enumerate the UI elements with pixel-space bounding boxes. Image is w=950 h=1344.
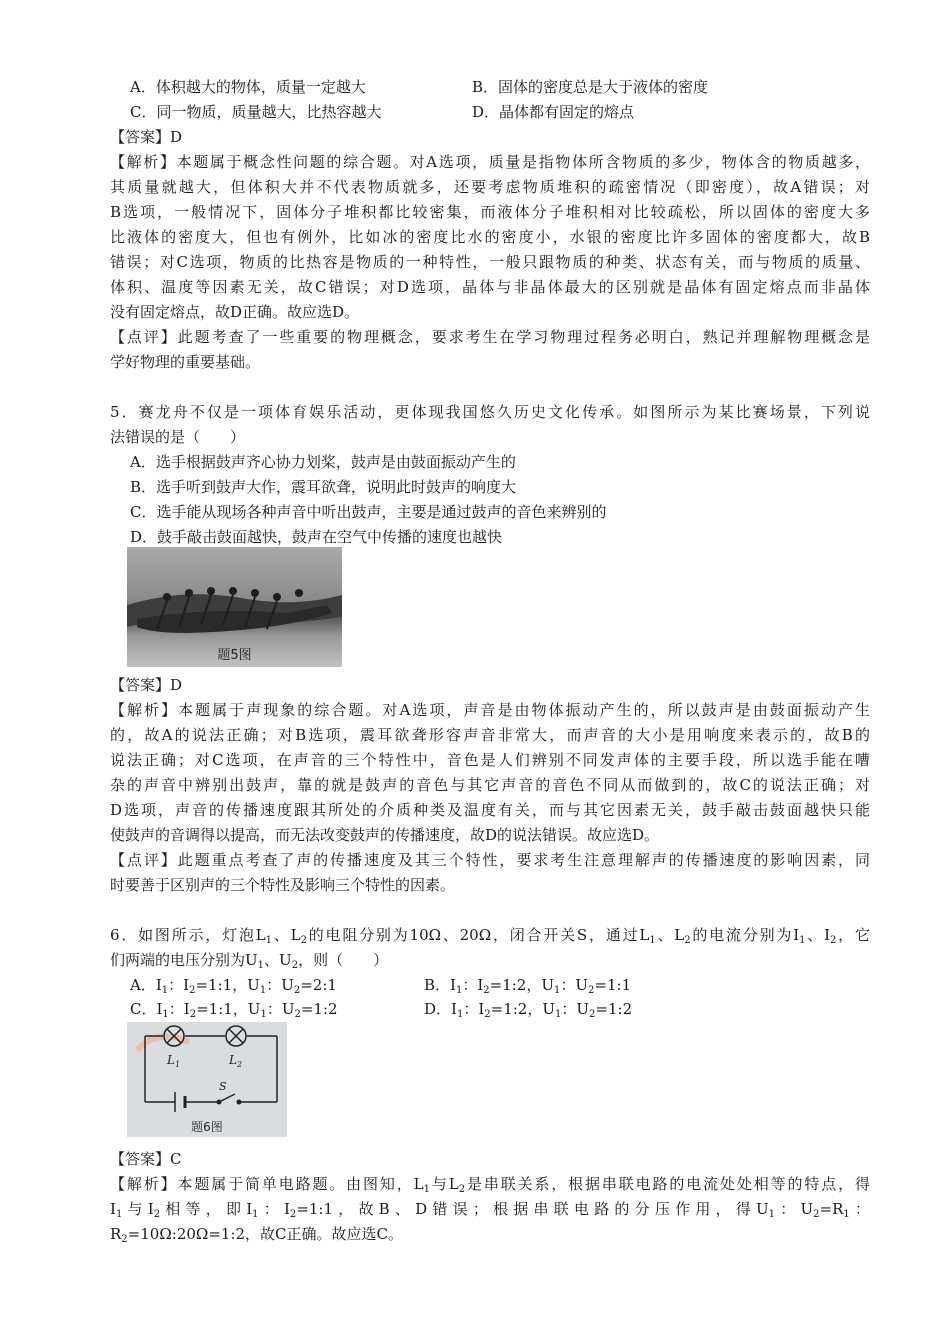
q5-option-b: B．选手听到鼓声大作，震耳欲聋，说明此时鼓声的响度大 <box>130 478 517 496</box>
q4-analysis-line: 其质量就越大，但体积大并不代表物质就多，还要考虑物质堆积的疏密情况（即密度），故A错误；对 <box>110 178 870 196</box>
q6-figure-caption: 题6图 <box>191 1120 223 1134</box>
q6-option-c: C．$I_1$：$I_2=1:1$，$U_1$：$U_2=1:2$ <box>130 1000 338 1020</box>
dragon-boat-photo <box>127 547 342 667</box>
q5-option-c: C．选手能从现场各种声音中听出鼓声，主要是通过鼓声的音色来辨别的 <box>130 503 607 521</box>
q6-option-b: B．$I_1$：$I_2=1:2$，$U_1$：$U_2=1:1$ <box>424 976 632 996</box>
q4-analysis-line: 体积、温度等因素无关，故C错误；对D选项，晶体与非晶体最大的区别就是晶体有固定熔点而非晶体 <box>110 278 870 296</box>
q5-figure-caption: 题5图 <box>217 648 252 663</box>
q6-analysis-line: 【解析】本题属于简单电路题。由图知，$L_1$与$L_2$是串联关系，根据串联电路的电流处处相等的特点，得 <box>110 1175 870 1195</box>
q4-analysis-line: 【解析】本题属于概念性问题的综合题。对A选项，质量是指物体所含物质的多少，物体含的物质越多， <box>110 153 870 171</box>
circuit-diagram <box>127 1022 287 1137</box>
q5-option-d: D．鼓手敲击鼓面越快，鼓声在空气中传播的速度也越快 <box>130 528 503 546</box>
q4-analysis-line: 比液体的密度大，但也有例外，比如冰的密度比水的密度小，水银的密度比许多固体的密度都大，故B <box>110 228 870 246</box>
q5-stem-line: 法错误的是（ ） <box>110 428 246 446</box>
q5-comment-line: 【点评】此题重点考查了声的传播速度及其三个特性，要求考生注意理解声的传播速度的影响因素，同 <box>110 851 870 869</box>
q6-stem-line: 6．如图所示，灯泡$L_1$、$L_2$的电阻分别为10Ω、20Ω，闭合开关S，通过$L_1$、$L_2$的电流分别为$I_1$、$I_2$，它 <box>110 926 870 946</box>
q6-analysis-line: $R_2=10\Omega:20\Omega=1:2$，故C正确。故应选C。 <box>110 1225 404 1245</box>
q4-comment-line: 学好物理的重要基础。 <box>110 353 261 371</box>
q4-analysis-line: 错误；对C选项，物质的比热容是物质的一种特性，一般只跟物质的种类、状态有关，而与物质的质量、 <box>110 253 870 271</box>
q4-option-b: B．固体的密度总是大于液体的密度 <box>472 78 709 96</box>
q5-analysis-line: D选项，声音的传播速度跟其所处的介质种类及温度有关，而与其它因素无关，鼓手敲击鼓面越快只能 <box>110 801 870 819</box>
q6-option-d: D．$I_1$：$I_2=1:2$，$U_1$：$U_2=1:2$ <box>424 1000 633 1020</box>
q5-analysis-line: 使鼓声的音调得以提高，而无法改变鼓声的传播速度，故D的说法错误。故应选D。 <box>110 826 660 844</box>
q6-answer: 【答案】C <box>110 1150 182 1168</box>
q5-stem-line: 5．赛龙舟不仅是一项体育娱乐活动，更体现我国悠久历史文化传承。如图所示为某比赛场景，下列说 <box>110 403 870 421</box>
q5-analysis-line: 【解析】本题属于声现象的综合题。对A选项，声音是由物体振动产生的，所以鼓声是由鼓面振动产生 <box>110 701 870 719</box>
q4-option-a: A．体积越大的物体，质量一定越大 <box>130 78 366 96</box>
q5-analysis-line: 说法正确；对C选项，在声音的三个特性中，音色是人们辨别不同发声体的主要手段，所以选手能在嘈 <box>110 751 870 769</box>
q6-stem-line: 们两端的电压分别为$U_1$、$U_2$，则（ ） <box>110 951 389 971</box>
label-l1: $L_1$ <box>167 1053 181 1069</box>
q5-option-a: A．选手根据鼓声齐心协力划桨，鼓声是由鼓面振动产生的 <box>130 453 516 471</box>
q4-answer: 【答案】D <box>110 128 183 146</box>
q4-comment-line: 【点评】此题考查了一些重要的物理概念，要求考生在学习物理过程务必明白，熟记并理解物理概念是 <box>110 328 870 346</box>
q6-analysis-line: $I_1$与$I_2$相等，即$I_1$：$I_2=1:1$，故B、D错误；根据串联电路的分压作用，得$U_1$：$U_2=R_1$： <box>110 1200 870 1220</box>
q5-comment-line: 时要善于区别声的三个特性及影响三个特性的因素。 <box>110 876 456 894</box>
q5-analysis-line: 的，故A的说法正确；对B选项，震耳欲聋形容声音非常大，而声音的大小是用响度来表示的，故B的 <box>110 726 870 744</box>
label-l2: $L_2$ <box>229 1053 243 1069</box>
q5-analysis-line: 杂的声音中辨别出鼓声，靠的就是鼓声的音色与其它声音的音色不同从而做到的，故C的说法正确；对 <box>110 776 870 794</box>
q4-analysis-line: B选项，一般情况下，固体分子堆积都比较密集，而液体分子堆积相对比较疏松，所以固体的密度大多 <box>110 203 870 221</box>
q5-answer: 【答案】D <box>110 676 183 694</box>
label-s: S <box>219 1080 227 1093</box>
q4-option-c: C．同一物质，质量越大，比热容越大 <box>130 103 382 121</box>
q4-option-d: D．晶体都有固定的熔点 <box>472 103 635 121</box>
q6-option-a: A．$I_1$：$I_2=1:1$，$U_1$：$U_2=2:1$ <box>130 976 337 996</box>
q4-analysis-line: 没有固定熔点，故D正确。故应选D。 <box>110 303 360 321</box>
